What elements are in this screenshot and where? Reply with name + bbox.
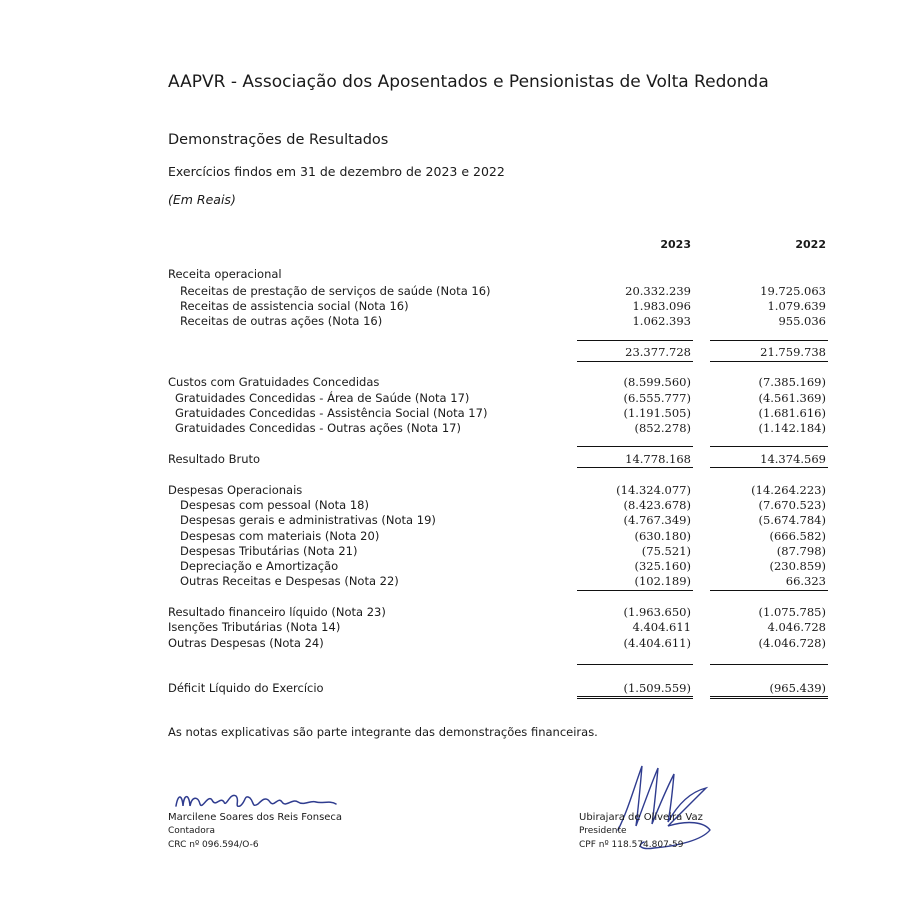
value-2023: (75.521)	[641, 544, 691, 558]
value-2022: 955.036	[778, 314, 826, 328]
value-2023: (8.423.678)	[623, 498, 691, 512]
value-2023: (1.509.559)	[623, 681, 691, 695]
value-2023: 20.332.239	[625, 284, 691, 298]
value-2022: (1.142.184)	[758, 421, 826, 435]
table-row	[0, 636, 907, 651]
subtotal-rule	[577, 664, 693, 665]
value-2023: (14.324.077)	[616, 483, 691, 497]
value-2023: (1.191.505)	[623, 406, 691, 420]
row-label: Receitas de assistencia social (Nota 16)	[180, 299, 409, 313]
subtotal-rule	[577, 467, 693, 468]
table-row-subtotal	[0, 452, 907, 467]
table-row	[0, 391, 907, 406]
subtotal-rule	[710, 340, 828, 341]
signatory-role: Contadora	[168, 826, 215, 836]
row-label: Déficit Líquido do Exercício	[168, 681, 324, 695]
row-label: Gratuidades Concedidas - Área de Saúde (Nota 17)	[175, 391, 470, 405]
signatory-name: Ubirajara de Oliveira Vaz	[579, 812, 703, 823]
value-2022: (1.075.785)	[758, 605, 826, 619]
table-row	[0, 529, 907, 544]
table-row	[0, 620, 907, 635]
subtotal-rule	[710, 590, 828, 591]
table-row	[0, 314, 907, 329]
value-2022: (7.385.169)	[758, 375, 826, 389]
row-label: Outras Despesas (Nota 24)	[168, 636, 324, 650]
value-2022: (4.046.728)	[758, 636, 826, 650]
value-2022: (666.582)	[769, 529, 826, 543]
row-label: Despesas com pessoal (Nota 18)	[180, 498, 369, 512]
row-label: Despesas Operacionais	[168, 483, 303, 497]
value-2022: 21.759.738	[760, 345, 826, 359]
value-2022: (1.681.616)	[758, 406, 826, 420]
table-row	[0, 406, 907, 421]
value-2023: (8.599.560)	[623, 375, 691, 389]
value-2023: (4.404.611)	[623, 636, 691, 650]
row-label: Resultado financeiro líquido (Nota 23)	[168, 605, 386, 619]
organization-title: AAPVR - Associação dos Aposentados e Pensionistas de Volta Redonda	[168, 72, 769, 92]
subtotal-rule	[710, 664, 828, 665]
value-2023: (852.278)	[634, 421, 691, 435]
row-label: Custos com Gratuidades Concedidas	[168, 375, 380, 389]
statement-subtitle: Exercícios findos em 31 de dezembro de 2023 e 2022	[168, 164, 505, 179]
value-2022: (5.674.784)	[758, 513, 826, 527]
table-row	[0, 299, 907, 314]
value-2022: 4.046.728	[767, 620, 826, 634]
currency-unit: (Em Reais)	[168, 192, 236, 207]
table-row	[0, 559, 907, 574]
signatory-name: Marcilene Soares dos Reis Fonseca	[168, 812, 343, 823]
row-label: Despesas gerais e administrativas (Nota 19)	[180, 513, 436, 527]
value-2023: (6.555.777)	[623, 391, 691, 405]
table-row	[0, 498, 907, 513]
table-row	[0, 574, 907, 589]
row-label: Depreciação e Amortização	[180, 559, 339, 573]
value-2023: 23.377.728	[625, 345, 691, 359]
table-row-total	[0, 681, 907, 696]
subtotal-rule	[710, 446, 828, 447]
value-2023: 1.983.096	[632, 299, 691, 313]
row-label: Despesas com materiais (Nota 20)	[180, 529, 380, 543]
row-label: Gratuidades Concedidas - Assistência Social (Nota 17)	[175, 406, 488, 420]
table-row-subtotal	[0, 345, 907, 360]
year-header-2023: 2023	[660, 238, 691, 251]
value-2022: (965.439)	[769, 681, 826, 695]
row-label: Despesas Tributárias (Nota 21)	[180, 544, 358, 558]
row-label: Receitas de outras ações (Nota 16)	[180, 314, 383, 328]
year-header-2022: 2022	[795, 238, 826, 251]
table-row	[0, 544, 907, 559]
value-2023: 4.404.611	[632, 620, 691, 634]
statement-title: Demonstrações de Resultados	[168, 132, 389, 148]
value-2022: (4.561.369)	[758, 391, 826, 405]
signatory-role: Presidente	[579, 826, 627, 836]
value-2023: (325.160)	[634, 559, 691, 573]
value-2022: (14.264.223)	[751, 483, 826, 497]
subtotal-rule	[710, 361, 828, 362]
value-2022: 66.323	[785, 574, 826, 588]
signatory-registration: CRC nº 096.594/O-6	[168, 840, 259, 850]
value-2023: (630.180)	[634, 529, 691, 543]
value-2022: 19.725.063	[760, 284, 826, 298]
total-double-rule	[710, 696, 828, 699]
subtotal-rule	[577, 361, 693, 362]
value-2022: (87.798)	[776, 544, 826, 558]
value-2023: 14.778.168	[625, 452, 691, 466]
table-row	[0, 421, 907, 436]
row-label: Outras Receitas e Despesas (Nota 22)	[180, 574, 399, 588]
value-2022: 14.374.569	[760, 452, 826, 466]
row-label: Resultado Bruto	[168, 452, 261, 466]
row-label: Gratuidades Concedidas - Outras ações (Nota 17)	[175, 421, 461, 435]
row-label: Receitas de prestação de serviços de saúde (Nota 16)	[180, 284, 491, 298]
table-row	[0, 267, 907, 282]
row-label: Receita operacional	[168, 267, 282, 281]
value-2023: (102.189)	[634, 574, 691, 588]
table-row	[0, 284, 907, 299]
table-row	[0, 605, 907, 620]
footnote: As notas explicativas são parte integrante das demonstrações financeiras.	[168, 725, 598, 739]
row-label: Isenções Tributárias (Nota 14)	[168, 620, 341, 634]
value-2022: (230.859)	[769, 559, 826, 573]
subtotal-rule	[710, 467, 828, 468]
subtotal-rule	[577, 340, 693, 341]
subtotal-rule	[577, 446, 693, 447]
table-row	[0, 483, 907, 498]
table-row	[0, 375, 907, 390]
signatory-registration: CPF nº 118.574.807-59	[579, 840, 684, 850]
value-2022: (7.670.523)	[758, 498, 826, 512]
subtotal-rule	[577, 590, 693, 591]
value-2023: (1.963.650)	[623, 605, 691, 619]
value-2022: 1.079.639	[767, 299, 826, 313]
value-2023: 1.062.393	[632, 314, 691, 328]
total-double-rule	[577, 696, 693, 699]
value-2023: (4.767.349)	[623, 513, 691, 527]
table-row	[0, 513, 907, 528]
